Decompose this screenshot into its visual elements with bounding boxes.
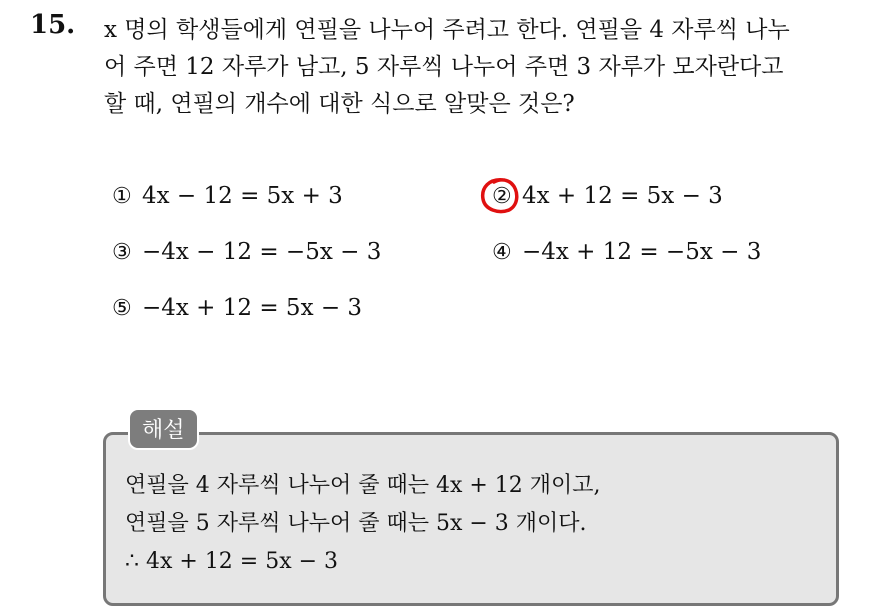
choice-expression: −4x + 12 = 5x − 3: [142, 295, 363, 321]
choice-expression: −4x − 12 = −5x − 3: [142, 239, 382, 265]
choice-4[interactable]: [492, 239, 761, 265]
choice-expression: 4x − 12 = 5x + 3: [142, 183, 343, 209]
question-number: 15.: [30, 10, 76, 40]
choice-3[interactable]: [112, 239, 381, 265]
choice-1[interactable]: [112, 183, 343, 209]
choice-number: ⑤: [112, 295, 132, 321]
question-line: 어 주면 12 자루가 남고, 5 자루씩 나누어 주면 3 자루가 모자란다고: [104, 54, 784, 80]
solution-line: ∴ 4x + 12 = 5x − 3: [125, 549, 339, 574]
question-line: 할 때, 연필의 개수에 대한 식으로 알맞은 것은?: [104, 91, 575, 117]
choice-expression: 4x + 12 = 5x − 3: [522, 183, 723, 209]
choice-number: ②: [492, 183, 512, 209]
choice-5[interactable]: [112, 295, 362, 321]
choice-number: ④: [492, 239, 512, 265]
choice-number: ③: [112, 239, 132, 265]
solution-tab: 해설: [128, 408, 199, 450]
choice-number: ①: [112, 183, 132, 209]
solution-text: [125, 467, 601, 581]
solution-line: 연필을 4 자루씩 나누어 줄 때는 4x + 12 개이고,: [125, 473, 601, 498]
question-text: [104, 12, 874, 123]
choice-2[interactable]: [492, 183, 723, 209]
solution-line: 연필을 5 자루씩 나누어 줄 때는 5x − 3 개이다.: [125, 511, 587, 536]
choice-expression: −4x + 12 = −5x − 3: [522, 239, 762, 265]
question-line: x 명의 학생들에게 연필을 나누어 주려고 한다. 연필을 4 자루씩 나누: [104, 17, 790, 43]
